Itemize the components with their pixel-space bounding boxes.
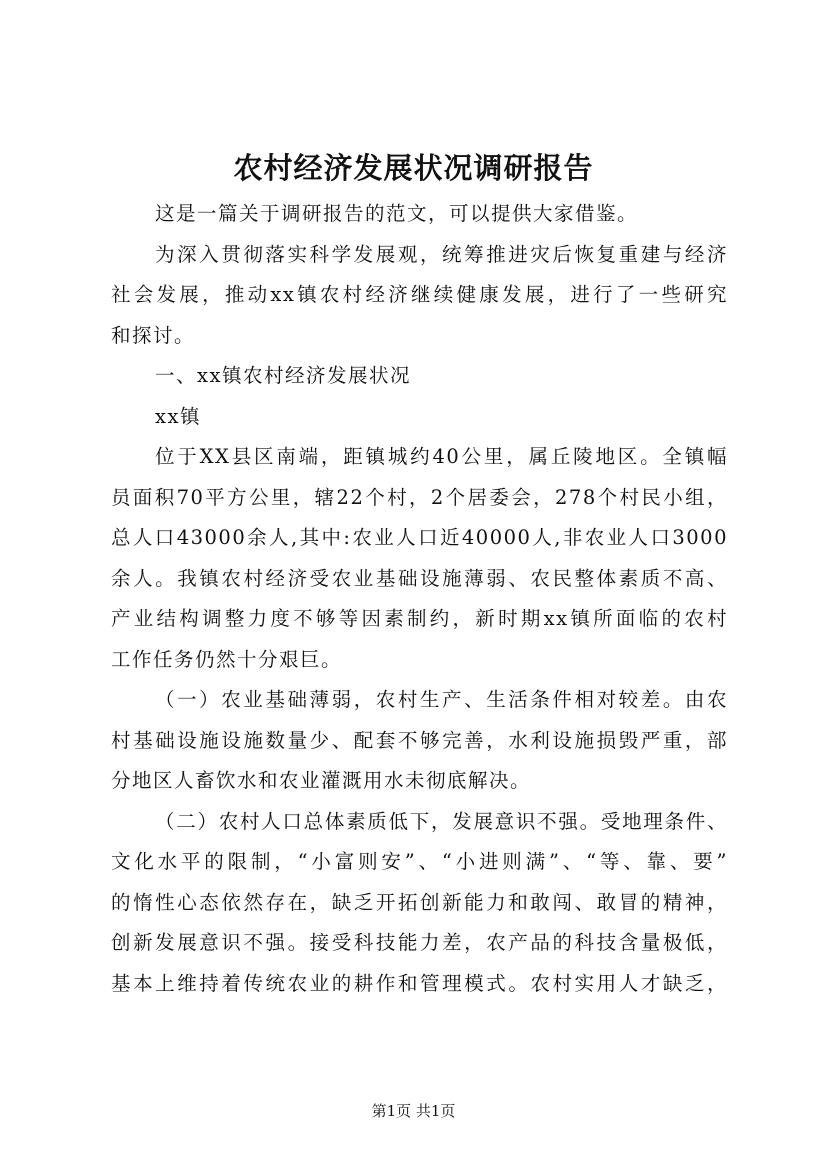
paragraph-line: 余人。我镇农村经济受农业基础设施薄弱、农民整体素质不高、: [111, 566, 728, 590]
paragraph-line: 创新发展意识不强。接受科技能力差，农产品的科技含量极低，: [111, 931, 728, 954]
page-footer: 第1页 共1页: [371, 1102, 456, 1120]
paragraph-line: 文化水平的限制，“小富则安”、“小进则满”、“等、靠、要”: [111, 850, 728, 873]
paragraph-line: 工作任务仍然十分艰巨。: [111, 647, 343, 671]
paragraph-line: （一）农业基础薄弱，农村生产、生活条件相对较差。由农: [155, 688, 728, 711]
paragraph-line: xx镇: [155, 404, 201, 428]
document-title: 农村经济发展状况调研报告: [233, 151, 594, 185]
paragraph-line: 总人口43000余人,其中:农业人口近40000人,非农业人口3000: [111, 526, 728, 549]
paragraph-line: 员面积70平方公里，辖22个村，2个居委会，278个村民小组，: [111, 485, 728, 509]
paragraph-line: 产业结构调整力度不够等因素制约，新时期xx镇所面临的农村: [111, 607, 728, 630]
paragraph-line: 的惰性心态依然存在，缺乏开拓创新能力和敢闯、敢冒的精神，: [111, 890, 728, 914]
section-heading: 一、xx镇农村经济发展状况: [155, 364, 411, 387]
paragraph-line: 位于XX县区南端，距镇城约40公里，属丘陵地区。全镇幅: [155, 445, 728, 468]
document-body: [111, 194, 728, 1004]
paragraph-line: 和探讨。: [111, 323, 196, 347]
paragraph-line: 分地区人畜饮水和农业灌溉用水未彻底解决。: [111, 769, 532, 792]
paragraph-line: （二）农村人口总体素质低下，发展意识不强。受地理条件、: [155, 809, 728, 833]
paragraph-line: 基本上维持着传统农业的耕作和管理模式。农村实用人才缺乏，: [111, 971, 728, 995]
paragraph-line: 社会发展，推动xx镇农村经济继续健康发展，进行了一些研究: [111, 283, 728, 306]
paragraph-line: 这是一篇关于调研报告的范文，可以提供大家借鉴。: [155, 202, 639, 225]
paragraph-line: 村基础设施设施数量少、配套不够完善，水利设施损毁严重，部: [111, 728, 728, 752]
paragraph-line: 为深入贯彻落实科学发展观，统筹推进灾后恢复重建与经济: [155, 242, 728, 266]
